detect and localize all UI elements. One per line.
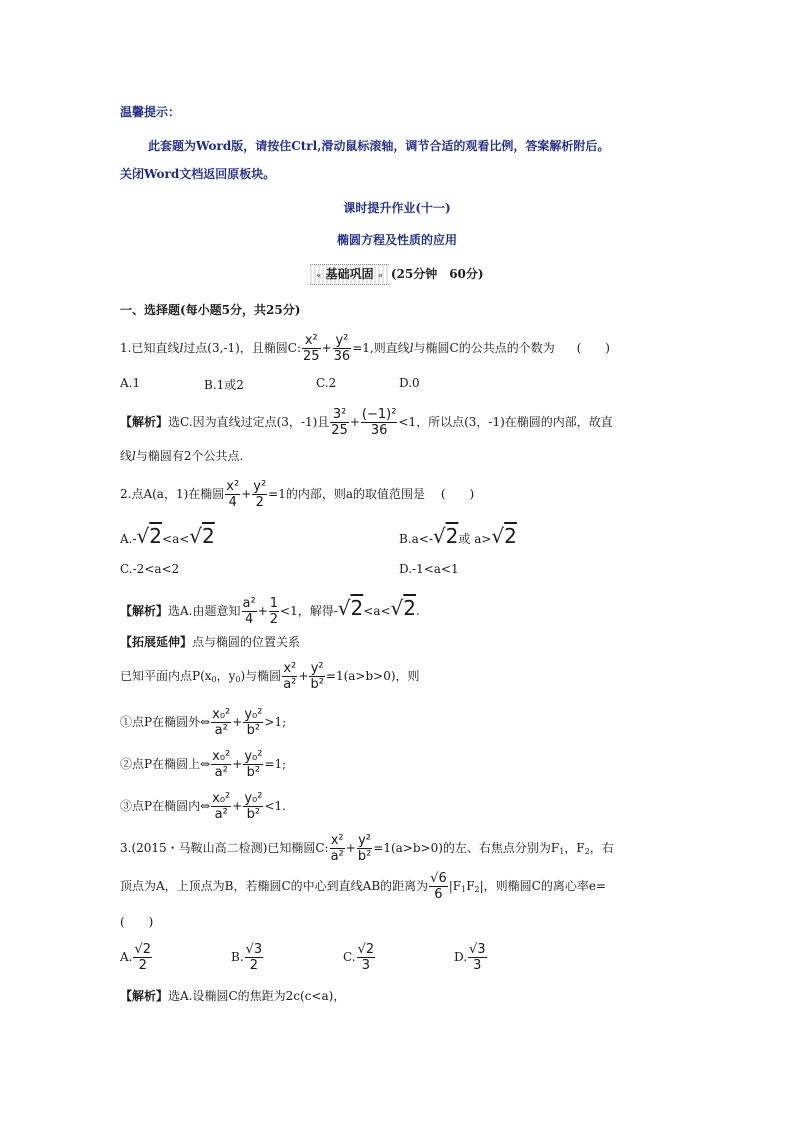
q1-option-d: D.0 bbox=[399, 376, 420, 390]
q2-option-d: D.-1<a<1 bbox=[399, 562, 459, 576]
notice-line-1: 此套题为Word版，请按住Ctrl,滑动鼠标滚轴，调节合适的观看比例，答案解析附后。 bbox=[148, 139, 610, 153]
extension-item-2: ②点P在椭圆上⇔ $\frac{\text{x₀²}}{\text{a²}}$ + $\frac{\text{y₀²}}{\text{b²}}$ =1; bbox=[120, 749, 287, 780]
section-header bbox=[0, 264, 794, 285]
question-2: 2.点A(a，1)在椭圆 $\frac{\text{x²}}{4}$ + $\frac{\text{y²}}{2}$ =1的内部，则a的取值范围是 ( ) bbox=[120, 479, 475, 510]
q3-option-b: B. $\frac{√3}{2}$ bbox=[231, 942, 263, 973]
section-heading: 一、选择题(每小题5分，共25分) bbox=[120, 303, 301, 317]
question-3: 3.(2015・马鞍山高二检测)已知椭圆C: $\frac{\text{x²}}{\text{a²}}$ + $\frac{\text{y²}}{\text{b²}}$ =1(a>b>0)的左、右焦点分别为$F_1$，$F_2$，右 bbox=[120, 833, 614, 864]
time-score: (25分钟 60分) bbox=[390, 267, 484, 281]
page-title: 课时提升作业(十一) bbox=[343, 201, 451, 215]
fraction: $\frac{\text{x²}}{25}$ bbox=[303, 333, 320, 364]
question-1: 1.已知直线l过点(3,-1)，且椭圆C: $\frac{\text{x²}}{25}$ + $\frac{\text{y²}}{36}$ =1,则直线l与椭圆C的公共点的个数为 ( ) bbox=[120, 333, 610, 364]
page-subtitle: 椭圆方程及性质的应用 bbox=[336, 233, 457, 247]
extension-heading: 【拓展延伸】点与椭圆的位置关系 bbox=[120, 635, 301, 649]
notice-title: 温馨提示： bbox=[120, 105, 181, 119]
q3-solution: 【解析】选A.设椭圆C的焦距为2c(c<a)， bbox=[120, 989, 346, 1003]
notice-line-2: 关闭Word文档返回原板块。 bbox=[120, 167, 276, 181]
q2-option-c: C.-2<a<2 bbox=[120, 562, 180, 576]
q3-paren: ( ) bbox=[120, 915, 154, 929]
q2-option-a: A.-√2<a<√2 bbox=[120, 524, 215, 548]
q3-option-a: A. $\frac{√2}{2}$ bbox=[120, 942, 152, 973]
q1-option-a: A.1 bbox=[120, 376, 141, 390]
extension-intro: 已知平面内点$P(x_0$，$y_0$)与椭圆 $\frac{\text{x²}}{\text{a²}}$ + $\frac{\text{y²}}{\text{b²}}$ =1(a>b>0)，则 bbox=[120, 661, 420, 692]
extension-item-1: ①点P在椭圆外⇔ $\frac{\text{x₀²}}{\text{a²}}$ + $\frac{\text{y₀²}}{\text{b²}}$ >1; bbox=[120, 707, 287, 738]
q2-option-b: B.a<-√2或 a>√2 bbox=[399, 524, 517, 548]
q3-option-d: D. $\frac{√3}{3}$ bbox=[454, 942, 486, 973]
extension-item-3: ③点P在椭圆内⇔ $\frac{\text{x₀²}}{\text{a²}}$ + $\frac{\text{y₀²}}{\text{b²}}$ <1. bbox=[120, 791, 286, 822]
q1-solution-line-2: 线l与椭圆有2个公共点. bbox=[120, 449, 244, 463]
q1-solution: 【解析】选C.因为直线过定点(3，-1)且 $\frac{\text{3²}}{25}$ + $\frac{\text{(−1)²}}{36}$ <1，所以点(3，-1)在椭圆的内部，故直 bbox=[120, 407, 613, 438]
section-badge: « 基础巩固 » bbox=[310, 264, 388, 285]
q3-option-c: C. $\frac{√2}{3}$ bbox=[343, 942, 375, 973]
q2-solution: 【解析】选A.由题意知 $\frac{\text{a²}}{4}$ + $\frac{1}{2}$ <1，解得-√2<a<√2. bbox=[120, 596, 420, 627]
q1-option-b: B.1或2 bbox=[204, 378, 244, 392]
q1-option-c: C.2 bbox=[316, 376, 337, 390]
question-3-line-2: 顶点为A，上顶点为B，若椭圆C的中心到直线AB的距离为 $\frac{√6}{6}$ $|F_1F_2|$，则椭圆C的离心率e= bbox=[120, 871, 606, 902]
fraction: $\frac{\text{y²}}{36}$ bbox=[333, 333, 351, 364]
